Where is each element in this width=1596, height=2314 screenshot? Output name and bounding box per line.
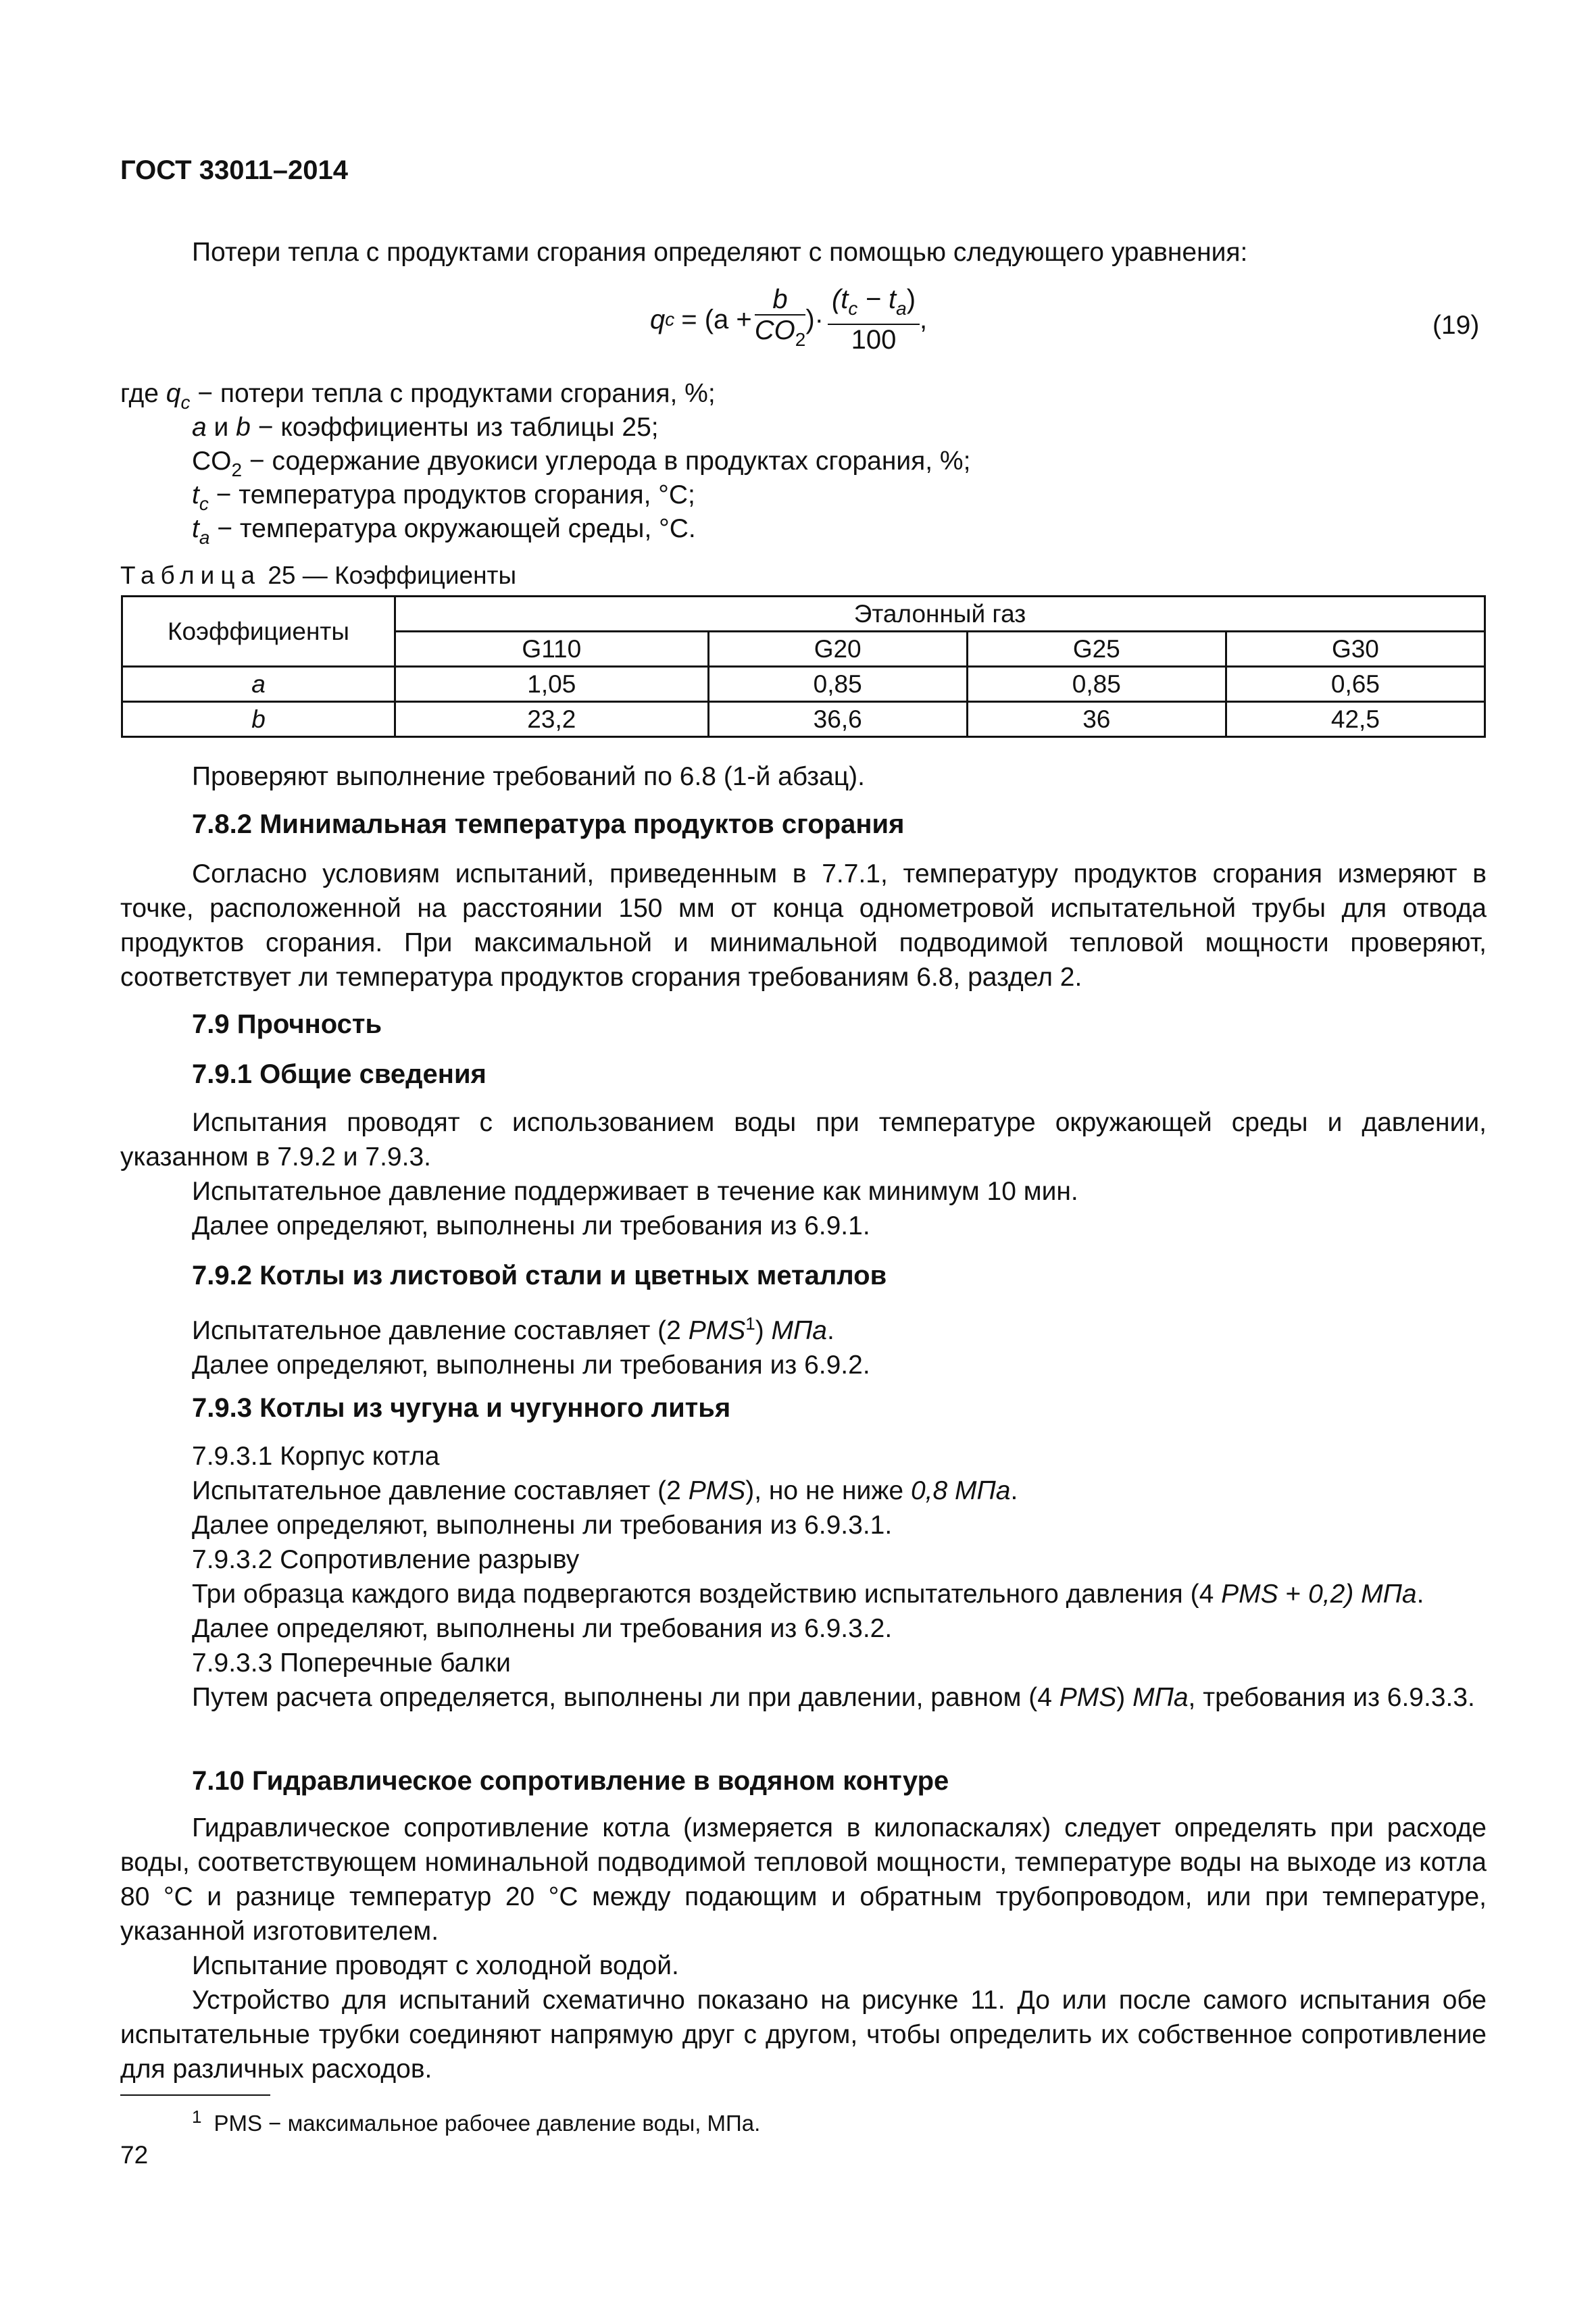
eq-mid: )· [805, 304, 824, 334]
intro-text: Потери тепла с продуктами сгорания определяют с помощью следующего уравнения: [192, 238, 1248, 267]
paragraph-7-9-1 [120, 1105, 1487, 1243]
table-cell: 42,5 [1226, 702, 1485, 737]
table-cell: 0,85 [708, 667, 967, 702]
equation-19 [650, 284, 927, 355]
text-7-9-3-1-b: Далее определяют, выполнены ли требования из 6.9.3.1. [192, 1511, 893, 1540]
table-header-row-1 [122, 597, 1485, 632]
t-7931-1e: . [1010, 1476, 1018, 1505]
t-7933-1d: МПа [1132, 1683, 1189, 1712]
equation-number: (19) [1432, 311, 1480, 340]
table-cell: 0,85 [967, 667, 1226, 702]
table-caption-word: Таблица [120, 561, 261, 589]
where-ta-desc: − температура окружающей среды, °С. [209, 514, 696, 543]
eq-frac2-minus: − t [857, 284, 897, 314]
table-row [122, 702, 1485, 737]
where-q-desc: − потери тепла с продуктами сгорания, %; [190, 379, 716, 408]
eq-lhs-sub: c [665, 309, 675, 330]
text-7-9-3-2-a [120, 1577, 1487, 1611]
table-cell: 23,2 [395, 702, 709, 737]
t-7933-1a: Путем расчета определяется, выполнены ли при давлении, равном (4 [192, 1683, 1059, 1712]
table-row-label: a [122, 667, 395, 702]
eq-frac2-num: (t [831, 284, 849, 314]
t-7931-1d: 0,8 МПа [910, 1476, 1011, 1505]
t-7932-1e: . [1416, 1580, 1424, 1609]
eq-open: = (a + [681, 304, 752, 334]
where-tc-sub: c [199, 493, 209, 514]
footnote-rule [120, 2094, 270, 2096]
coefficients-table [121, 595, 1486, 738]
where-b-sym: b [236, 413, 251, 442]
text-7-9-3-2-title: 7.9.3.2 Сопротивление разрыву [192, 1545, 580, 1574]
table-corner-header: Коэффициенты [122, 597, 395, 667]
t-7933-1c: ) [1116, 1683, 1133, 1712]
table-caption-rest: 25 — Коэффициенты [261, 561, 517, 589]
t-7932-1b: PMS [1221, 1580, 1278, 1609]
table-cell: 36 [967, 702, 1226, 737]
table-group-header: Эталонный газ [395, 597, 1485, 632]
t-7932-1c: + [1278, 1580, 1309, 1609]
heading-7-9-3: 7.9.3 Котлы из чугуна и чугунного литья [192, 1393, 731, 1423]
eq-frac1-num: b [755, 284, 806, 316]
t-7931-1c: ), но не ниже [745, 1476, 911, 1505]
where-co2-desc: − содержание двуокиси углерода в продуктах сгорания, %; [242, 447, 971, 476]
t-792-1b: PMS [688, 1316, 746, 1345]
eq-frac2-sub2: a [896, 298, 907, 319]
t-7932-1d: 0,2) МПа [1308, 1580, 1417, 1609]
text-7-9-3-1-a [120, 1474, 1487, 1508]
heading-7-9-1: 7.9.1 Общие сведения [192, 1059, 487, 1089]
where-ta-sym: t [192, 514, 199, 543]
text-7-9-3-3-title: 7.9.3.3 Поперечные балки [192, 1649, 511, 1678]
where-tc-sym: t [192, 480, 199, 509]
eq-frac2-sub1: c [848, 298, 858, 319]
where-ta [192, 511, 696, 555]
page-number: 72 [120, 2141, 149, 2169]
text-7-10-c: Устройство для испытаний схематично показано на рисунке 11. До или после самого испытания обе испытательные трубки соединяют напрямую друг с другом, чтобы определить их собственное сопротивление для различных расходов. [120, 1986, 1487, 2084]
where-q-sym: q [166, 379, 181, 408]
where-a-sym: a [192, 413, 207, 442]
t-7931-1a: Испытательное давление составляет (2 [192, 1476, 689, 1505]
table-cell: 1,05 [395, 667, 709, 702]
text-7-9-2-a [120, 1307, 1487, 1348]
paragraph-7-9-3 [120, 1439, 1487, 1715]
table-col-header: G25 [967, 632, 1226, 667]
text-7-9-3-2-b: Далее определяют, выполнены ли требования из 6.9.3.2. [192, 1614, 893, 1643]
footnote-text: PMS − максимальное рабочее давление воды, МПа. [214, 2111, 761, 2136]
table-caption [120, 559, 516, 592]
t-7933-1b: PMS [1059, 1683, 1117, 1712]
t-792-1a: Испытательное давление составляет (2 [192, 1316, 689, 1345]
where-q-sub: c [180, 392, 191, 413]
table-cell: 0,65 [1226, 667, 1485, 702]
text-7-9-3-3-a [120, 1680, 1487, 1715]
eq-frac2-close: ) [906, 284, 916, 314]
where-ab-mid: и [206, 413, 236, 442]
t-792-1c: ) [755, 1316, 772, 1345]
footnote-mark: 1 [192, 2107, 202, 2127]
heading-7-9: 7.9 Прочность [192, 1009, 382, 1039]
heading-7-10: 7.10 Гидравлическое сопротивление в водяном контуре [192, 1766, 949, 1796]
heading-7-9-2: 7.9.2 Котлы из листовой стали и цветных металлов [192, 1261, 887, 1290]
check-paragraph: Проверяют выполнение требований по 6.8 (1-й абзац). [192, 762, 866, 791]
table-row [122, 667, 1485, 702]
text-7-9-2-b: Далее определяют, выполнены ли требования из 6.9.2. [192, 1351, 870, 1380]
document-header: ГОСТ 33011–2014 [120, 155, 348, 185]
where-co2-sym: CO [192, 447, 232, 476]
eq-frac1-den-sub: 2 [795, 329, 806, 350]
text-7-9-1-c: Далее определяют, выполнены ли требования из 6.9.1. [192, 1211, 870, 1240]
where-co2-sub: 2 [231, 459, 243, 480]
text-7-8-2: Согласно условиям испытаний, приведенным в 7.7.1, температуру продуктов сгорания измеряют в точке, расположенной на расстоянии 150 мм от конца однометровой испытательной трубы для отвода продуктов сгорания. При максимальной и минимальной подводимой тепловой мощности проверяют, соответствует ли температура продуктов сгорания требованиям 6.8, раздел 2. [120, 859, 1487, 992]
heading-7-8-2: 7.8.2 Минимальная температура продуктов сгорания [192, 809, 905, 839]
table-cell: 36,6 [708, 702, 967, 737]
eq-frac1-den: CO [754, 316, 795, 345]
table-col-header: G30 [1226, 632, 1485, 667]
eq-fraction-1 [755, 284, 806, 355]
eq-lhs: q [650, 304, 666, 334]
t-792-1d: МПа [771, 1316, 827, 1345]
eq-tail: , [920, 304, 928, 334]
text-7-10-a: Гидравлическое сопротивление котла (измеряется в килопаскалях) следует определять при расходе воды, соответствующем номинальной подводимой тепловой мощности, температуре воды на выходе из котла 80 °С и разнице температур 20 °С между подающим и обратным трубопроводом, или при температуре, указанной изготовителем. [120, 1813, 1487, 1946]
text-7-9-3-1-title: 7.9.3.1 Корпус котла [192, 1442, 440, 1471]
text-7-9-1-b: Испытательное давление поддерживает в течение как минимум 10 мин. [192, 1177, 1078, 1206]
paragraph-7-9-2 [120, 1307, 1487, 1382]
where-ab-desc: − коэффициенты из таблицы 25; [250, 413, 659, 442]
footnote-ref: 1 [745, 1313, 755, 1334]
eq-frac2-den: 100 [851, 325, 897, 355]
paragraph-7-10 [120, 1811, 1487, 2086]
eq-fraction-2 [828, 284, 920, 355]
table-row-label: b [122, 702, 395, 737]
text-7-9-1-a: Испытания проводят с использованием воды при температуре окружающей среды и давлении, указанном в 7.9.2 и 7.9.3. [120, 1108, 1487, 1172]
t-7932-1a: Три образца каждого вида подвергаются воздействию испытательного давления (4 [192, 1580, 1222, 1609]
where-lead: где [120, 379, 159, 408]
footnote [192, 2101, 760, 2139]
table-col-header: G20 [708, 632, 967, 667]
where-ab [192, 410, 659, 445]
t-7933-1e: , требования из 6.9.3.3. [1188, 1683, 1475, 1712]
where-tc-desc: − температура продуктов сгорания, °С; [208, 480, 695, 509]
t-7931-1b: PMS [688, 1476, 746, 1505]
where-ta-sub: a [199, 527, 210, 548]
table-col-header: G110 [395, 632, 709, 667]
paragraph-7-8-2 [120, 857, 1487, 995]
text-7-10-b: Испытание проводят с холодной водой. [192, 1951, 679, 1980]
t-792-1e: . [826, 1316, 834, 1345]
